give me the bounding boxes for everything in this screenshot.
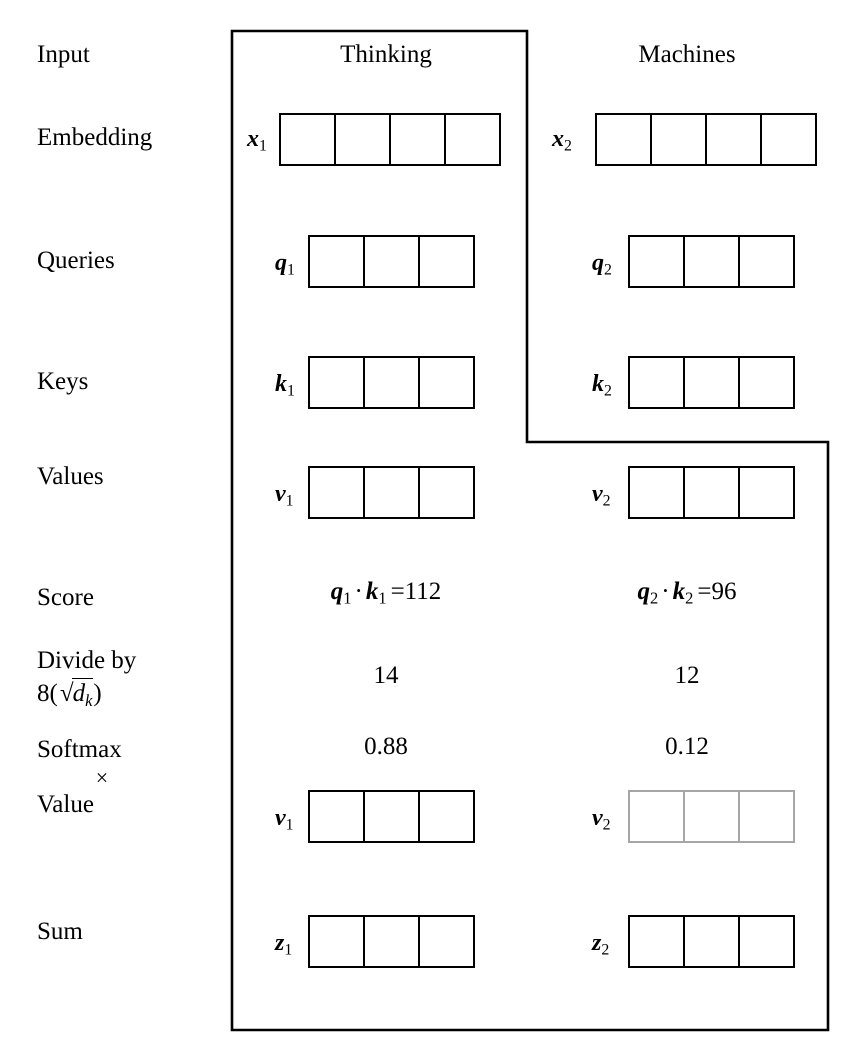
- vector-cell: [685, 792, 740, 841]
- row-label-sum: Sum: [37, 918, 83, 945]
- radicand-symbol: d: [72, 680, 86, 707]
- divide-prefix: 8(: [37, 680, 58, 707]
- row-label-value: Value: [37, 791, 94, 818]
- vector-box-v2: [628, 466, 795, 519]
- vector-cell: [365, 358, 420, 407]
- sqrt-icon: $√d_k$: [58, 678, 94, 716]
- vector-symbol: x: [552, 126, 564, 152]
- vector-label-z1: [275, 931, 292, 962]
- vector-subscript: 1: [287, 261, 295, 279]
- row-label-times: ×: [95, 765, 109, 790]
- vector-symbol: v: [592, 805, 603, 831]
- vector-cell: [365, 917, 420, 966]
- vector-subscript: 1: [287, 382, 295, 400]
- vector-box-v2-weighted: [628, 790, 795, 843]
- vector-subscript: 2: [604, 382, 612, 400]
- vector-label-v2-weighted: [592, 806, 611, 837]
- vector-cell: [740, 237, 793, 286]
- vector-label-v2: [592, 482, 611, 513]
- softmax-value-col1: 0.88: [364, 733, 408, 760]
- vector-subscript: 2: [564, 137, 572, 155]
- vector-subscript: 1: [285, 492, 294, 510]
- vector-label-q2: [592, 251, 612, 282]
- vector-box-q2: [628, 235, 795, 288]
- vector-label-v1-weighted: [275, 806, 294, 837]
- score-operand-b-sub: 1: [378, 588, 387, 608]
- column-header-machines: Machines: [638, 41, 736, 68]
- score-operand-a-sub: 1: [343, 588, 352, 608]
- row-label-input: Input: [37, 41, 90, 68]
- vector-label-z2: [592, 931, 609, 962]
- vector-symbol: q: [275, 250, 287, 276]
- vector-cell: [597, 115, 652, 164]
- vector-cell: [685, 358, 740, 407]
- divided-value-col1: 14: [373, 662, 399, 689]
- vector-symbol: v: [275, 805, 286, 831]
- vector-cell: [336, 115, 391, 164]
- vector-symbol: v: [275, 481, 286, 507]
- vector-box-z2: [628, 915, 795, 968]
- vector-subscript: 2: [604, 261, 612, 279]
- vector-label-v1: [275, 482, 294, 513]
- row-label-queries: Queries: [37, 247, 115, 274]
- vector-subscript: 1: [285, 816, 294, 834]
- score-value: 112: [404, 578, 442, 605]
- vector-symbol: q: [592, 250, 604, 276]
- score-operand-b-sub: 2: [685, 588, 694, 608]
- vector-cell: [310, 917, 365, 966]
- divide-suffix: ): [93, 680, 102, 707]
- vector-cell: [281, 115, 336, 164]
- vector-subscript: 2: [601, 941, 610, 959]
- vector-box-z1: [308, 915, 475, 968]
- vector-cell: [762, 115, 815, 164]
- dot-product-icon: ·: [661, 578, 670, 605]
- softmax-value-col2: 0.12: [665, 733, 709, 760]
- vector-cell: [365, 237, 420, 286]
- vector-subscript: 2: [602, 492, 611, 510]
- vector-cell: [446, 115, 499, 164]
- vector-cell: [310, 237, 365, 286]
- divided-value-col2: 12: [674, 662, 700, 689]
- vector-cell: [310, 792, 365, 841]
- vector-cell: [310, 468, 365, 517]
- vector-label-x2: [552, 127, 572, 158]
- vector-cell: [420, 792, 473, 841]
- vector-cell: [310, 358, 365, 407]
- radicand-subscript: k: [85, 690, 93, 710]
- score-operand-a-sub: 2: [650, 588, 659, 608]
- vector-symbol: z: [275, 930, 285, 956]
- score-operand-b: k: [365, 578, 379, 605]
- vector-cell: [391, 115, 446, 164]
- score-expression-col2: [546, 578, 828, 613]
- vector-subscript: 2: [602, 816, 611, 834]
- row-label-values: Values: [37, 463, 104, 490]
- vector-cell: [630, 468, 685, 517]
- column-header-thinking: Thinking: [340, 41, 432, 68]
- vector-cell: [685, 468, 740, 517]
- vector-cell: [740, 468, 793, 517]
- vector-cell: [685, 917, 740, 966]
- vector-cell: [740, 358, 793, 407]
- vector-cell: [420, 917, 473, 966]
- vector-symbol: z: [592, 930, 602, 956]
- vector-box-v1: [308, 466, 475, 519]
- dot-product-icon: ·: [354, 578, 363, 605]
- vector-subscript: 1: [259, 137, 267, 155]
- row-label-keys: Keys: [37, 368, 89, 395]
- score-operand-a: q: [637, 578, 651, 605]
- vector-symbol: k: [592, 371, 604, 397]
- row-label-score: Score: [37, 584, 94, 611]
- vector-cell: [685, 237, 740, 286]
- vector-label-x1: [247, 127, 267, 158]
- vector-box-k2: [628, 356, 795, 409]
- vector-box-x1: [279, 113, 501, 166]
- vector-label-q1: [275, 251, 295, 282]
- vector-box-k1: [308, 356, 475, 409]
- row-label-softmax: Softmax: [37, 736, 122, 763]
- equals-sign: =: [390, 578, 405, 605]
- vector-cell: [652, 115, 707, 164]
- row-label-divide-line2: [37, 678, 102, 716]
- row-label-divide-line1: Divide by: [37, 647, 137, 674]
- vector-cell: [630, 792, 685, 841]
- vector-subscript: 1: [284, 941, 293, 959]
- score-expression-col1: [245, 578, 527, 613]
- vector-symbol: x: [247, 126, 259, 152]
- score-operand-b: k: [672, 578, 686, 605]
- score-value: 96: [711, 578, 737, 605]
- row-label-embedding: Embedding: [37, 124, 153, 151]
- vector-box-v1-weighted: [308, 790, 475, 843]
- vector-label-k2: [592, 372, 612, 403]
- vector-box-x2: [595, 113, 817, 166]
- equals-sign: =: [697, 578, 712, 605]
- vector-cell: [630, 917, 685, 966]
- vector-symbol: k: [275, 371, 287, 397]
- vector-box-q1: [308, 235, 475, 288]
- vector-cell: [740, 792, 793, 841]
- vector-cell: [630, 237, 685, 286]
- vector-cell: [420, 237, 473, 286]
- vector-label-k1: [275, 372, 295, 403]
- vector-cell: [630, 358, 685, 407]
- vector-symbol: v: [592, 481, 603, 507]
- vector-cell: [365, 468, 420, 517]
- vector-cell: [420, 468, 473, 517]
- vector-cell: [420, 358, 473, 407]
- vector-cell: [740, 917, 793, 966]
- vector-cell: [365, 792, 420, 841]
- vector-cell: [707, 115, 762, 164]
- score-operand-a: q: [330, 578, 344, 605]
